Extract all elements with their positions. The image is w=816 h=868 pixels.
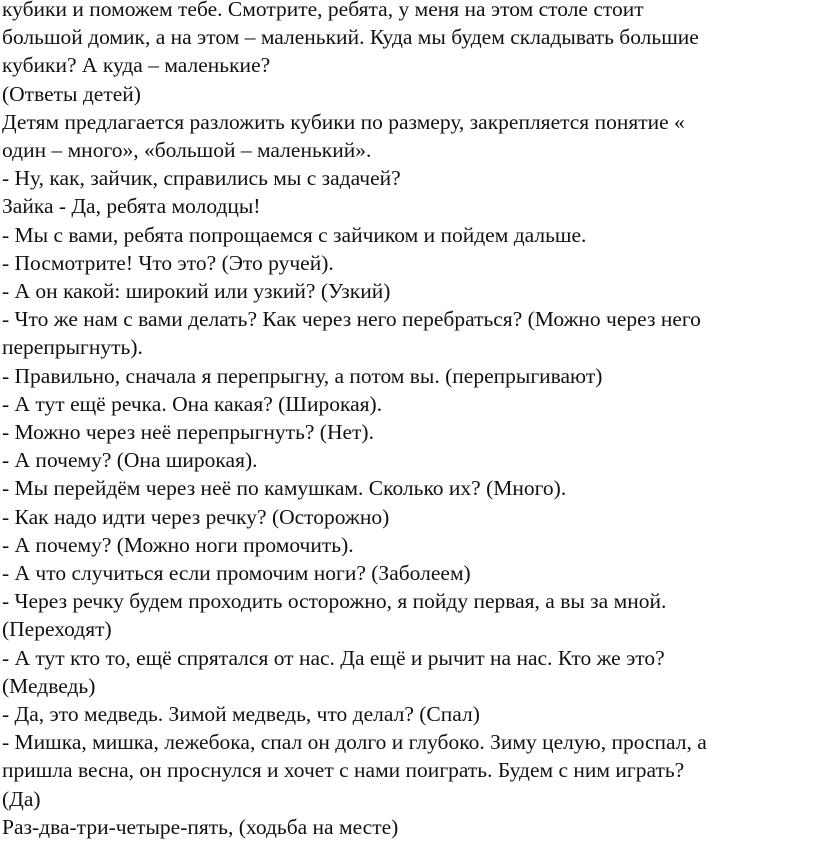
text-line: - Как надо идти через речку? (Осторожно) [2, 504, 390, 529]
text-line: кубики? А куда – маленькие? [2, 53, 271, 78]
text-line: (Да) [2, 786, 41, 811]
text-line: (Ответы детей) [2, 81, 141, 106]
text-line: - А что случиться если промочим ноги? (Заболеем) [2, 561, 471, 586]
text-line: большой домик, а на этом – маленький. Куда мы будем складывать большие [2, 25, 699, 50]
text-line: кубики и поможем тебе. Смотрите, ребята, у меня на этом столе стоит [2, 0, 644, 21]
text-line: пришла весна, он проснулся и хочет с нами поиграть. Будем с ним играть? [2, 758, 685, 783]
text-line: - Мишка, мишка, лежебока, спал он долго и глубоко. Зиму целую, проспал, а [2, 730, 707, 755]
text-line: - А тут ещё речка. Она какая? (Широкая). [2, 391, 383, 416]
text-line: - А он какой: широкий или узкий? (Узкий) [2, 279, 391, 304]
text-line: (Медведь) [2, 673, 96, 698]
text-line: (Переходят) [2, 617, 112, 642]
text-line: - А тут кто то, ещё спрятался от нас. Да ещё и рычит на нас. Кто же это? [2, 645, 665, 670]
text-line: - Можно через неё перепрыгнуть? (Нет). [2, 420, 374, 445]
text-line: Зайка - Да, ребята молодцы! [2, 194, 261, 219]
text-line: - Правильно, сначала я перепрыгну, а потом вы. (перепрыгивают) [2, 363, 603, 388]
text-line: - Мы с вами, ребята попрощаемся с зайчиком и пойдем дальше. [2, 222, 587, 247]
text-line: - Ну, как, зайчик, справились мы с задачей? [2, 166, 401, 191]
text-line: перепрыгнуть). [2, 335, 143, 360]
text-line: - Да, это медведь. Зимой медведь, что делал? (Спал) [2, 702, 480, 727]
text-line: Раз-два-три-четыре-пять, (ходьба на месте) [2, 814, 399, 839]
text-line: один – много», «большой – маленький». [2, 138, 372, 163]
text-line: Детям предлагается разложить кубики по размеру, закрепляется понятие « [2, 109, 685, 134]
text-line: - Через речку будем проходить осторожно, я пойду первая, а вы за мной. [2, 589, 667, 614]
text-line: - А почему? (Можно ноги промочить). [2, 532, 354, 557]
text-line: - Что же нам с вами делать? Как через него перебраться? (Можно через него [2, 307, 701, 332]
text-line: - А почему? (Она широкая). [2, 448, 258, 473]
text-line: - Посмотрите! Что это? (Это ручей). [2, 250, 334, 275]
text-line: - Мы перейдём через неё по камушкам. Сколько их? (Много). [2, 476, 567, 501]
